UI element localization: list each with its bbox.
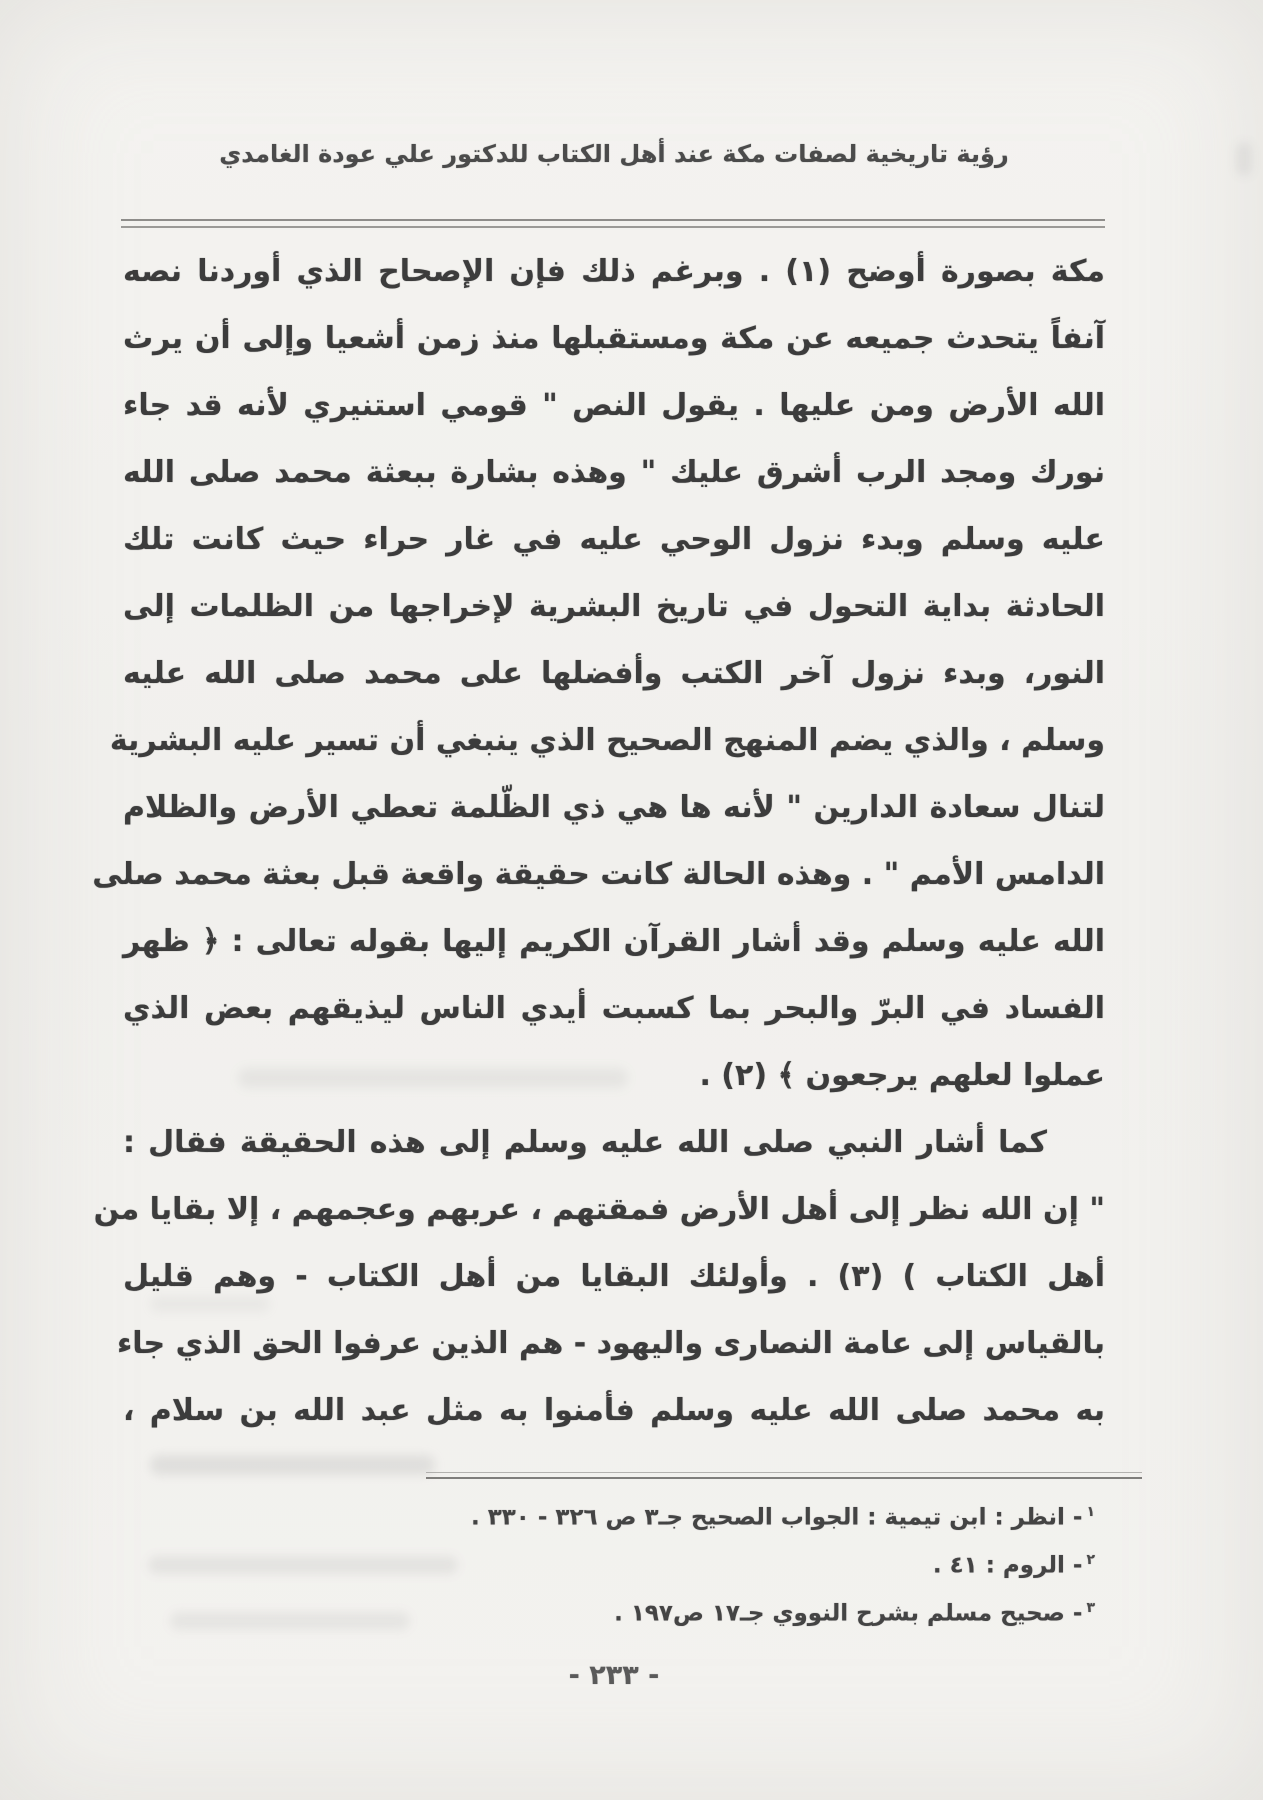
body-line-paragraph-start: كما أشار النبي صلى الله عليه وسلم إلى هذه الحقيقة فقال :	[123, 1125, 1047, 1160]
body-line: الحادثة بداية التحول في تاريخ البشرية لإخراجها من الظلمات إلى	[123, 589, 1105, 624]
footnote	[123, 1488, 1105, 1536]
footnote	[123, 1536, 1105, 1584]
footnote-number: ٢	[1086, 1552, 1095, 1568]
body-line: نورك ومجد الرب أشرق عليك " وهذه بشارة ببعثة محمد صلى الله	[123, 455, 1105, 490]
body-line: الله الأرض ومن عليها . يقول النص " قومي استنيري لأنه قد جاء	[123, 388, 1105, 423]
footnote-number: ٣	[1086, 1600, 1095, 1616]
footnote-text: - الروم : ٤١ .	[932, 1552, 1083, 1579]
footnotes	[123, 1488, 1105, 1632]
page-number: - ٢٣٣ -	[568, 1660, 660, 1691]
body-line: أهل الكتاب ) (٣) . وأولئك البقايا من أهل الكتاب - وهم قليل	[123, 1259, 1105, 1294]
body-line: " إن الله نظر إلى أهل الأرض فمقتهم ، عربهم وعجمهم ، إلا بقايا من	[93, 1192, 1105, 1227]
body-line: بالقياس إلى عامة النصارى واليهود - هم الذين عرفوا الحق الذي جاء	[116, 1326, 1105, 1361]
body-line: آنفاً يتحدث جميعه عن مكة ومستقبلها منذ زمن أشعيا وإلى أن يرث	[123, 321, 1105, 356]
footnote	[123, 1584, 1105, 1632]
footnote-text: - صحيح مسلم بشرح النووي جـ١٧ ص١٩٧ .	[614, 1600, 1083, 1627]
body-line: الله عليه وسلم وقد أشار القرآن الكريم إليها بقوله تعالى : ﴿ ظهر	[123, 924, 1105, 959]
body-line: لتنال سعادة الدارين " لأنه ها هي ذي الظّلمة تعطي الأرض والظلام	[123, 790, 1105, 825]
footnote-number: ١	[1086, 1504, 1095, 1520]
body-line: وسلم ، والذي يضم المنهج الصحيح الذي ينبغي أن تسير عليه البشرية	[109, 723, 1105, 758]
bleed-through-artifact	[1236, 142, 1252, 176]
page-header-title: رؤية تاريخية لصفات مكة عند أهل الكتاب للدكتور علي عودة الغامدي	[219, 140, 1009, 168]
footnote-separator	[426, 1472, 1142, 1479]
body-line: النور، وبدء نزول آخر الكتب وأفضلها على محمد صلى الله عليه	[123, 656, 1105, 691]
header-rule	[121, 219, 1105, 228]
body-line: عليه وسلم وبدء نزول الوحي عليه في غار حراء حيث كانت تلك	[123, 522, 1105, 557]
body-text	[92, 238, 1105, 1444]
body-line-paragraph-end: عملوا لعلهم يرجعون ﴾ (٢) .	[699, 1058, 1105, 1093]
bleed-through-artifact	[150, 1455, 435, 1475]
footnote-text: - انظر : ابن تيمية : الجواب الصحيح جـ٣ ص ٣٢٦ - ٣٣٠ .	[470, 1504, 1083, 1531]
body-line: الفساد في البرّ والبحر بما كسبت أيدي الناس ليذيقهم بعض الذي	[123, 991, 1105, 1026]
body-line: به محمد صلى الله عليه وسلم فأمنوا به مثل عبد الله بن سلام ،	[123, 1393, 1105, 1428]
body-line: مكة بصورة أوضح (١) . وبرغم ذلك فإن الإصحاح الذي أوردنا نصه	[123, 254, 1105, 289]
body-line: الدامس الأمم " . وهذه الحالة كانت حقيقة واقعة قبل بعثة محمد صلى	[92, 857, 1105, 892]
